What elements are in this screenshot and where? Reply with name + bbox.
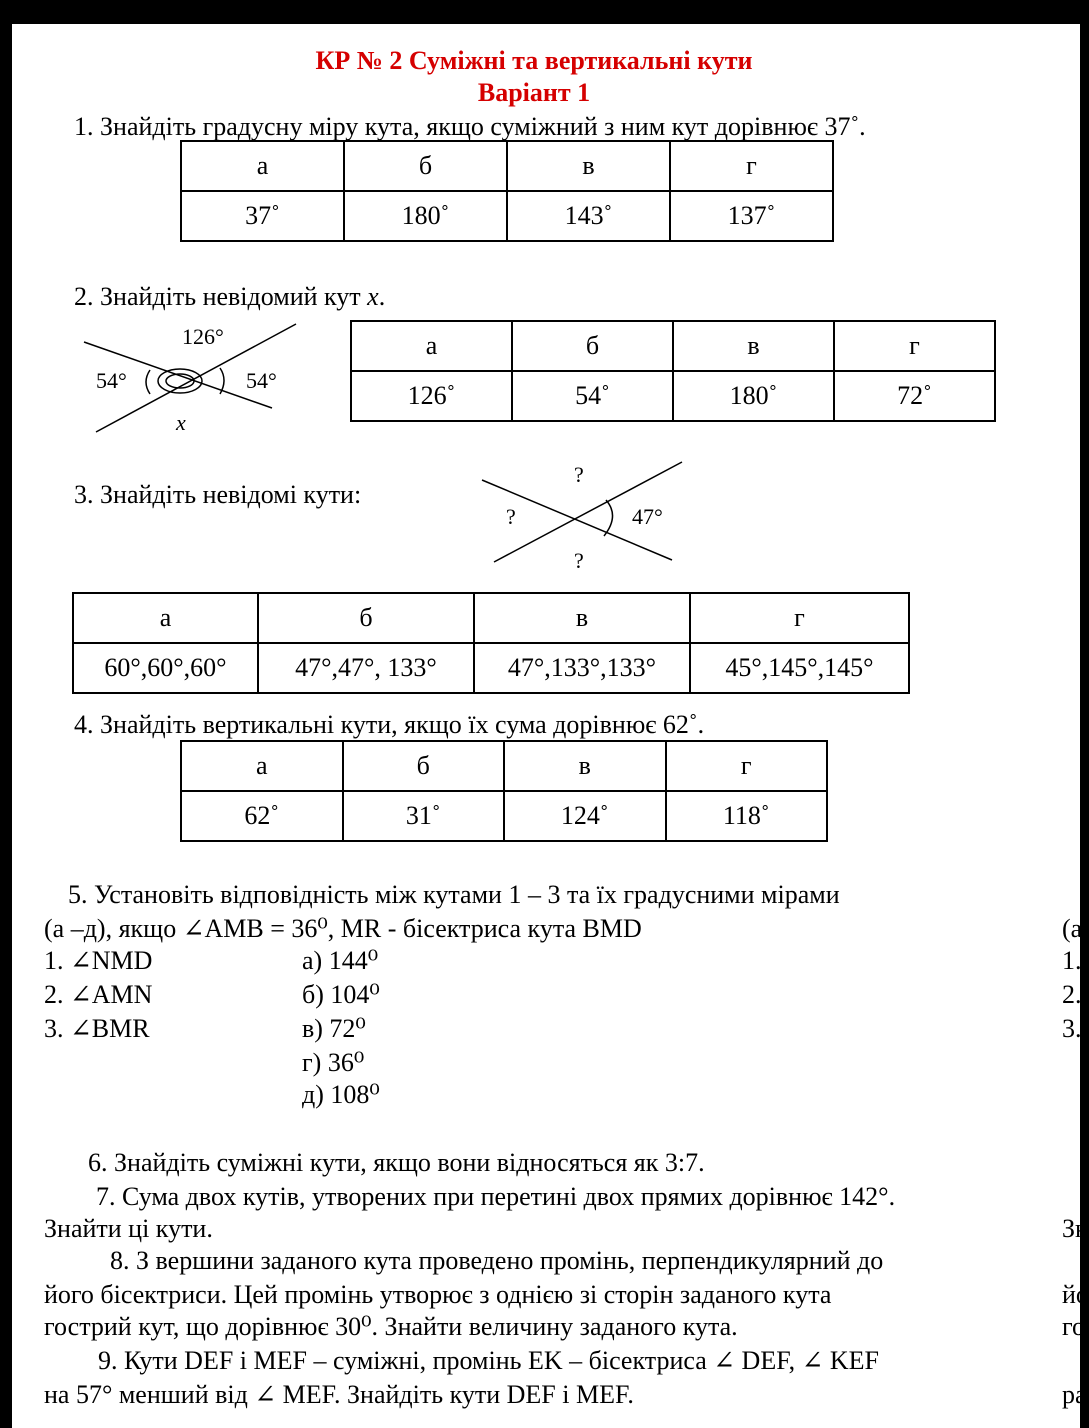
question-3-text: 3. Знайдіть невідомі кути: xyxy=(74,480,362,509)
match-item-3: 3. ∠BMR xyxy=(44,1014,150,1043)
question-2-suffix: . xyxy=(378,282,386,311)
answer-option-b: 31˚ xyxy=(343,791,505,841)
angle-label-x: x xyxy=(176,410,186,435)
answer-header-g: г xyxy=(834,321,995,371)
answer-header-b: б xyxy=(258,593,474,643)
question-5-line-1: 5. Установіть відповідність між кутами 1 – 3 та їх градусними мірами xyxy=(68,880,840,909)
angle-label-left: ? xyxy=(506,504,516,529)
answer-option-b: 54˚ xyxy=(512,371,673,421)
question-4-text: 4. Знайдіть вертикальні кути, якщо їх сума дорівнює 62˚. xyxy=(74,710,705,739)
answer-header-g: г xyxy=(670,141,833,191)
edge-fragment: 2. xyxy=(1062,980,1082,1009)
answer-option-g: 72˚ xyxy=(834,371,995,421)
match-option-b: б) 104⁰ xyxy=(302,980,380,1009)
question-2-figure xyxy=(82,320,302,440)
angle-label-top: ? xyxy=(574,462,584,487)
question-9-line-2: на 57° менший від ∠ MEF. Знайдіть кути DEF і MEF. xyxy=(44,1380,634,1409)
angle-label-bottom: ? xyxy=(574,548,584,573)
question-6-text: 6. Знайдіть суміжні кути, якщо вони відносяться як 3:7. xyxy=(88,1148,705,1177)
question-9-line-1: 9. Кути DEF і MEF – суміжні, промінь EK – бісектриса ∠ DEF, ∠ KEF xyxy=(98,1346,879,1375)
match-option-g: г) 36⁰ xyxy=(302,1048,365,1077)
answer-header-b: б xyxy=(344,141,507,191)
answer-header-a: а xyxy=(351,321,512,371)
edge-fragment: Зн xyxy=(1062,1214,1089,1243)
edge-fragment: го xyxy=(1062,1312,1086,1341)
answer-header-v: в xyxy=(504,741,666,791)
answer-option-v: 47°,133°,133° xyxy=(474,643,690,693)
match-option-d: д) 108⁰ xyxy=(302,1080,380,1109)
question-7-line-1: 7. Сума двох кутів, утворених при перетині двох прямих дорівнює 142°. xyxy=(96,1182,896,1211)
match-option-v: в) 72⁰ xyxy=(302,1014,366,1043)
page-title: КР № 2 Суміжні та вертикальні кути xyxy=(315,46,753,75)
edge-fragment: 3. xyxy=(1062,1014,1082,1043)
question-2-text xyxy=(74,282,385,312)
angle-label-left: 54° xyxy=(96,368,127,393)
answer-header-b: б xyxy=(343,741,505,791)
edge-fragment: (а xyxy=(1062,914,1083,943)
answer-option-v: 143˚ xyxy=(507,191,670,241)
answer-option-a: 37˚ xyxy=(181,191,344,241)
question-2-answers xyxy=(350,320,996,422)
answer-option-a: 60°,60°,60° xyxy=(73,643,258,693)
answer-option-v: 124˚ xyxy=(504,791,666,841)
answer-header-a: а xyxy=(181,741,343,791)
question-3-answers xyxy=(72,592,910,694)
angle-arc-left xyxy=(146,370,150,394)
edge-fragment: 1. xyxy=(1062,946,1082,975)
question-4-answers xyxy=(180,740,828,842)
edge-fragment: ра xyxy=(1062,1380,1087,1409)
question-1-answers xyxy=(180,140,834,242)
answer-option-b: 180˚ xyxy=(344,191,507,241)
answer-option-b: 47°,47°, 133° xyxy=(258,643,474,693)
answer-option-g: 45°,145°,145° xyxy=(690,643,909,693)
variant-title: Варіант 1 xyxy=(477,78,591,107)
answer-header-v: в xyxy=(474,593,690,643)
answer-header-g: г xyxy=(690,593,909,643)
answer-header-g: г xyxy=(666,741,828,791)
answer-header-v: в xyxy=(507,141,670,191)
answer-option-a: 126˚ xyxy=(351,371,512,421)
edge-fragment: йо xyxy=(1062,1280,1089,1309)
angle-label-right: 54° xyxy=(246,368,277,393)
question-3-figure xyxy=(470,458,710,578)
answer-header-a: а xyxy=(181,141,344,191)
angle-label-right: 47° xyxy=(632,504,663,529)
question-8-line-2: його бісектриси. Цей промінь утворює з однією зі сторін заданого кута xyxy=(44,1280,832,1309)
match-option-a: а) 144⁰ xyxy=(302,946,379,975)
match-item-1: 1. ∠NMD xyxy=(44,946,153,975)
question-7-line-2: Знайти ці кути. xyxy=(44,1214,213,1243)
answer-option-g: 137˚ xyxy=(670,191,833,241)
question-1-text: 1. Знайдіть градусну міру кута, якщо суміжний з ним кут дорівнює 37˚. xyxy=(74,112,866,141)
question-2-prefix: 2. Знайдіть невідомий кут xyxy=(74,282,368,311)
answer-header-a: а xyxy=(73,593,258,643)
question-2-variable: x xyxy=(367,282,379,311)
answer-option-a: 62˚ xyxy=(181,791,343,841)
angle-label-top: 126° xyxy=(182,324,224,349)
question-8-line-1: 8. З вершини заданого кута проведено промінь, перпендикулярний до xyxy=(110,1246,884,1275)
question-8-line-3: гострий кут, що дорівнює 30⁰. Знайти величину заданого кута. xyxy=(44,1312,738,1341)
answer-option-g: 118˚ xyxy=(666,791,828,841)
answer-header-b: б xyxy=(512,321,673,371)
answer-header-v: в xyxy=(673,321,834,371)
match-item-2: 2. ∠AMN xyxy=(44,980,153,1009)
question-5-line-2: (а –д), якщо ∠AMB = 36⁰, MR - бісектриса кута BMD xyxy=(44,914,642,943)
angle-arc-47 xyxy=(604,500,613,536)
answer-option-v: 180˚ xyxy=(673,371,834,421)
worksheet-page xyxy=(12,24,1089,1428)
